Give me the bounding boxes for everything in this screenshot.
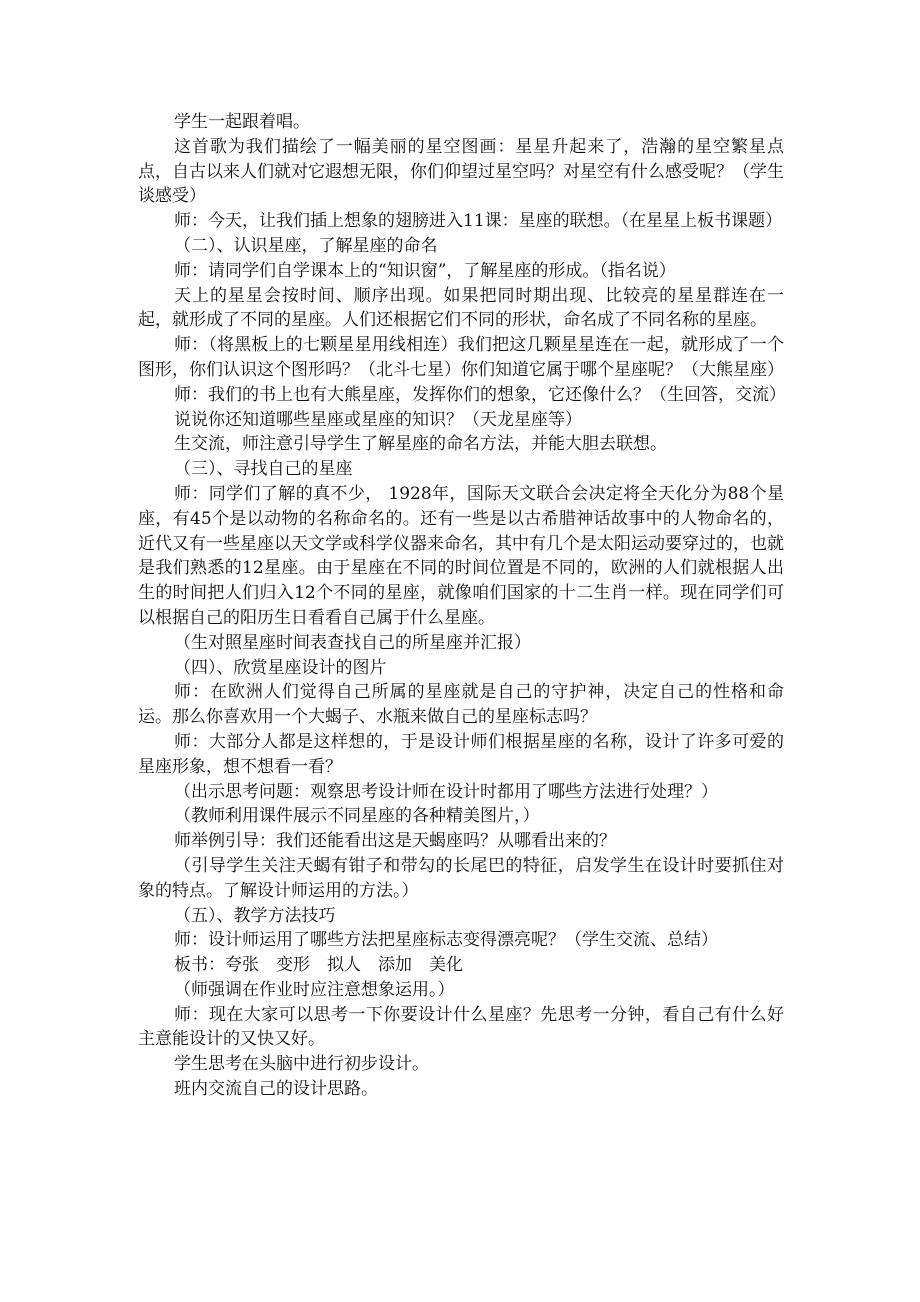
section-heading: （四）、欣赏星座设计的图片	[174, 657, 387, 678]
paragraph: 师：请同学们自学课本上的“知识窗”，了解星座的形成。（指名说）	[174, 260, 676, 281]
paragraph: 师：大部分人都是这样想的，于是设计师们根据星座的名称，设计了许多可爱的星座形象，想不想看一看？	[138, 731, 784, 777]
paragraph: 师：今天，让我们插上想象的翅膀进入11课：星座的联想。（在星星上板书课题）	[174, 211, 783, 232]
paragraph: 学生思考在头脑中进行初步设计。	[174, 1054, 429, 1075]
paragraph: （引导学生关注天蝎有钳子和带勾的长尾巴的特征，启发学生在设计时要抓住对象的特点。了解设计师运用的方法。）	[138, 855, 784, 901]
paragraph: 学生一起跟着唱。	[174, 112, 310, 132]
paragraph: （出示思考问题：观察思考设计师在设计时都用了哪些方法进行处理？）	[174, 781, 718, 802]
paragraph: 班内交流自己的设计思路。	[174, 1079, 378, 1100]
paragraph: （生对照星座时间表查找自己的所星座并汇报）	[174, 632, 531, 653]
paragraph: 师举例引导：我们还能看出这是天蝎座吗？从哪看出来的？	[174, 831, 616, 852]
section-heading: （三）、寻找自己的星座	[174, 459, 353, 480]
section-heading: （五）、教学方法技巧	[174, 905, 336, 926]
paragraph: 师：我们的书上也有大熊星座，发挥你们的想象，它还像什么？（生回答，交流）	[174, 384, 786, 405]
paragraph: 师：设计师运用了哪些方法把星座标志变得漂亮呢？（学生交流、总结）	[174, 930, 718, 951]
paragraph: （师强调在作业时应注意想象运用。）	[174, 979, 455, 1000]
document-body	[138, 110, 784, 1102]
paragraph: 师：同学们了解的真不少， 1928年，国际天文联合会决定将全天化分为88个星座，有45个是以动物的名称命名的。还有一些是以古希腊神话故事中的人物命名的，近代又有一些星座以天文学或科学仪器来命名，其中有几个是太阳运动要穿过的，也就是我们熟悉的12星座。由于星座在不同的时间位置是不同的，欧洲的人们就根据人出生的时间把人们归入12个不同的星座，就像咱们国家的十二生肖一样。现在同学们可以根据自己的阳历生日看看自己属于什么星座。	[138, 483, 784, 628]
paragraph: 说说你还知道哪些星座或星座的知识？（天龙星座等）	[174, 409, 582, 430]
paragraph: （教师利用课件展示不同星座的各种精美图片，）	[174, 806, 540, 827]
paragraph: 这首歌为我们描绘了一幅美丽的星空图画：星星升起来了，浩瀚的星空繁星点点，自古以来人们就对它遐想无限，你们仰望过星空吗？对星空有什么感受呢？（学生谈感受）	[138, 136, 784, 207]
paragraph: 师：（将黑板上的七颗星星用线相连）我们把这几颗星星连在一起，就形成了一个图形，你们认识这个图形吗？（北斗七星）你们知道它属于哪个星座呢？（大熊星座）	[138, 335, 784, 380]
paragraph: 板书：夸张 变形 拟人 添加 美化	[174, 955, 463, 976]
paragraph: 师：现在大家可以思考一下你要设计什么星座？先思考一分钟，看自己有什么好主意能设计的又快又好。	[138, 1004, 784, 1050]
paragraph: 天上的星星会按时间、顺序出现。如果把同时期出现、比较亮的星星群连在一起，就形成了不同的星座。人们还根据它们不同的形状，命名成了不同名称的星座。	[138, 285, 784, 331]
section-heading: （二）、认识星座，了解星座的命名	[174, 235, 438, 256]
paragraph: 生交流，师注意引导学生了解星座的命名方法，并能大胆去联想。	[174, 434, 667, 455]
paragraph: 师：在欧洲人们觉得自己所属的星座就是自己的守护神，决定自己的性格和命运。那么你喜欢用一个大蝎子、水瓶来做自己的星座标志吗？	[138, 682, 784, 728]
